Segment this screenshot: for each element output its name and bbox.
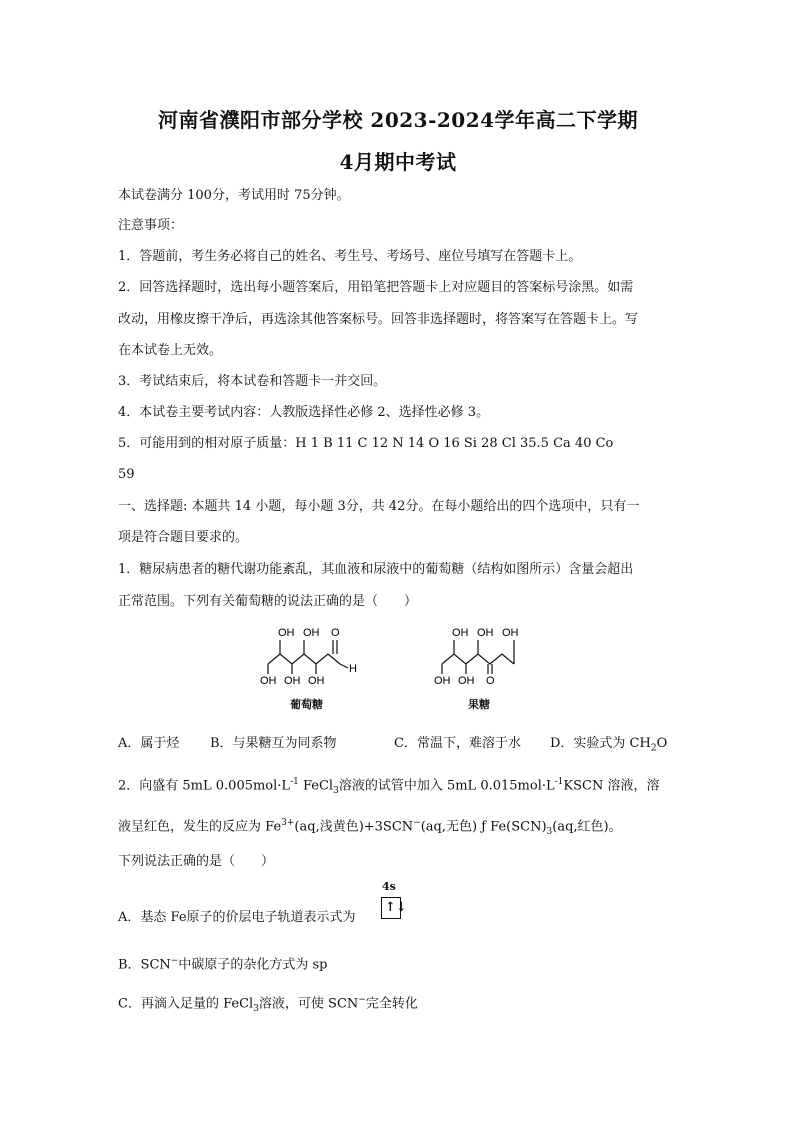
glucose-oh-bottom-2: OH <box>284 675 301 686</box>
q1-option-c: C．常温下，难溶于水 <box>394 736 521 751</box>
q2-stem-b: 液呈红色，发生的反应为 $Fe^{3+}(aq$,浅黄色)+3SCN−(aq,无色) ƒ $Fe(SCN)_3(aq$,红色)。 <box>118 818 622 837</box>
q2-stem-c: 下列说法正确的是（ ） <box>118 854 275 869</box>
glucose-structure <box>260 626 380 686</box>
glucose-h: H <box>349 663 357 675</box>
note-2b: 改动，用橡皮擦干净后，再选涂其他答案标号。回答非选择题时，将答案写在答题卡上。写 <box>118 312 639 327</box>
fructose-oh-bottom-2: OH <box>458 675 475 686</box>
note-4: 4．本试卷主要考试内容：人教版选择性必修 2、选择性必修 3。 <box>118 405 490 420</box>
score-time: 本试卷满分 100分，考试用时 75分钟。 <box>118 188 350 203</box>
fructose-oh-top-2: OH <box>477 627 494 639</box>
section1-heading-a: 一、选择题: 本题共 14 小题，每小题 3分，共 42分。在每小题给出的四个选项中，只有一 <box>118 499 640 514</box>
glucose-oh-top-2: OH <box>303 627 320 639</box>
fructose-oh-top-3: OH <box>502 627 519 639</box>
fructose-label: 果糖 <box>468 698 490 711</box>
orbital-4s-box <box>381 897 407 919</box>
exam-title-line1: 河南省濮阳市部分学校 2023-2024学年高二下学期 <box>157 108 639 132</box>
orbital-4s-label: 4s <box>382 880 396 893</box>
section1-heading-b: 项是符合题目要求的。 <box>118 530 249 545</box>
q1-option-b: B．与果糖互为同系物 <box>210 736 337 751</box>
fructose-o-bottom: O <box>486 675 495 686</box>
fructose-structure <box>434 626 544 686</box>
glucose-oh-top-1: OH <box>278 627 295 639</box>
exam-title-line2: 4月期中考试 <box>339 150 457 174</box>
glucose-label: 葡萄糖 <box>290 698 323 711</box>
fructose-oh-top-1: OH <box>452 627 469 639</box>
note-5b: 59 <box>118 467 135 482</box>
note-2c: 在本试卷上无效。 <box>118 343 223 358</box>
fructose-oh-bottom-1: OH <box>434 675 451 686</box>
q2-stem-a: 2．向盛有 5mL $0.005mol\cdot L^{-1}$ FeCl$_3$溶液的试管中加入 5mL $0.015mol\cdot L^{-1}KSCN$ 溶液，溶 <box>118 777 660 796</box>
glucose-oh-bottom-1: OH <box>260 675 277 686</box>
q2-option-b: B．SCN−中碳原子的杂化方式为 sp <box>118 956 328 973</box>
q1-stem-b: 正常范围。下列有关葡萄糖的说法正确的是（ ） <box>118 594 418 609</box>
q2-option-c: C．再滴入足量的 FeCl$_3$溶液，可使 SCN−完全转化 <box>118 995 418 1014</box>
q2-option-a: A．基态 Fe原子的价层电子轨道表示式为 <box>118 910 356 925</box>
q1-stem-a: 1．糖尿病患者的糖代谢功能紊乱，其血液和尿液中的葡萄糖（结构如图所示）含量会超出 <box>118 562 634 577</box>
orbital-arrows: ↑↓ <box>385 900 407 915</box>
glucose-o-top: O <box>331 627 340 639</box>
glucose-oh-bottom-3: OH <box>308 675 325 686</box>
note-5a: 5．可能用到的相对原子质量：H 1 B 11 C 12 N 14 O 16 Si 28 Cl 35.5 Ca 40 Co <box>118 436 614 451</box>
q1-option-a: A．属于烃 <box>118 736 180 751</box>
note-3: 3．考试结束后，将本试卷和答题卡一并交回。 <box>118 374 387 389</box>
notes-heading: 注意事项： <box>118 218 184 233</box>
note-1: 1．答题前，考生务必将自己的姓名、考生号、考场号、座位号填写在答题卡上。 <box>118 249 582 264</box>
q1-option-d: D．实验式为 $CH_2O$ <box>550 736 668 754</box>
note-2a: 2．回答选择题时，选出每小题答案后，用铅笔把答题卡上对应题目的答案标号涂黑。如需 <box>118 280 634 295</box>
